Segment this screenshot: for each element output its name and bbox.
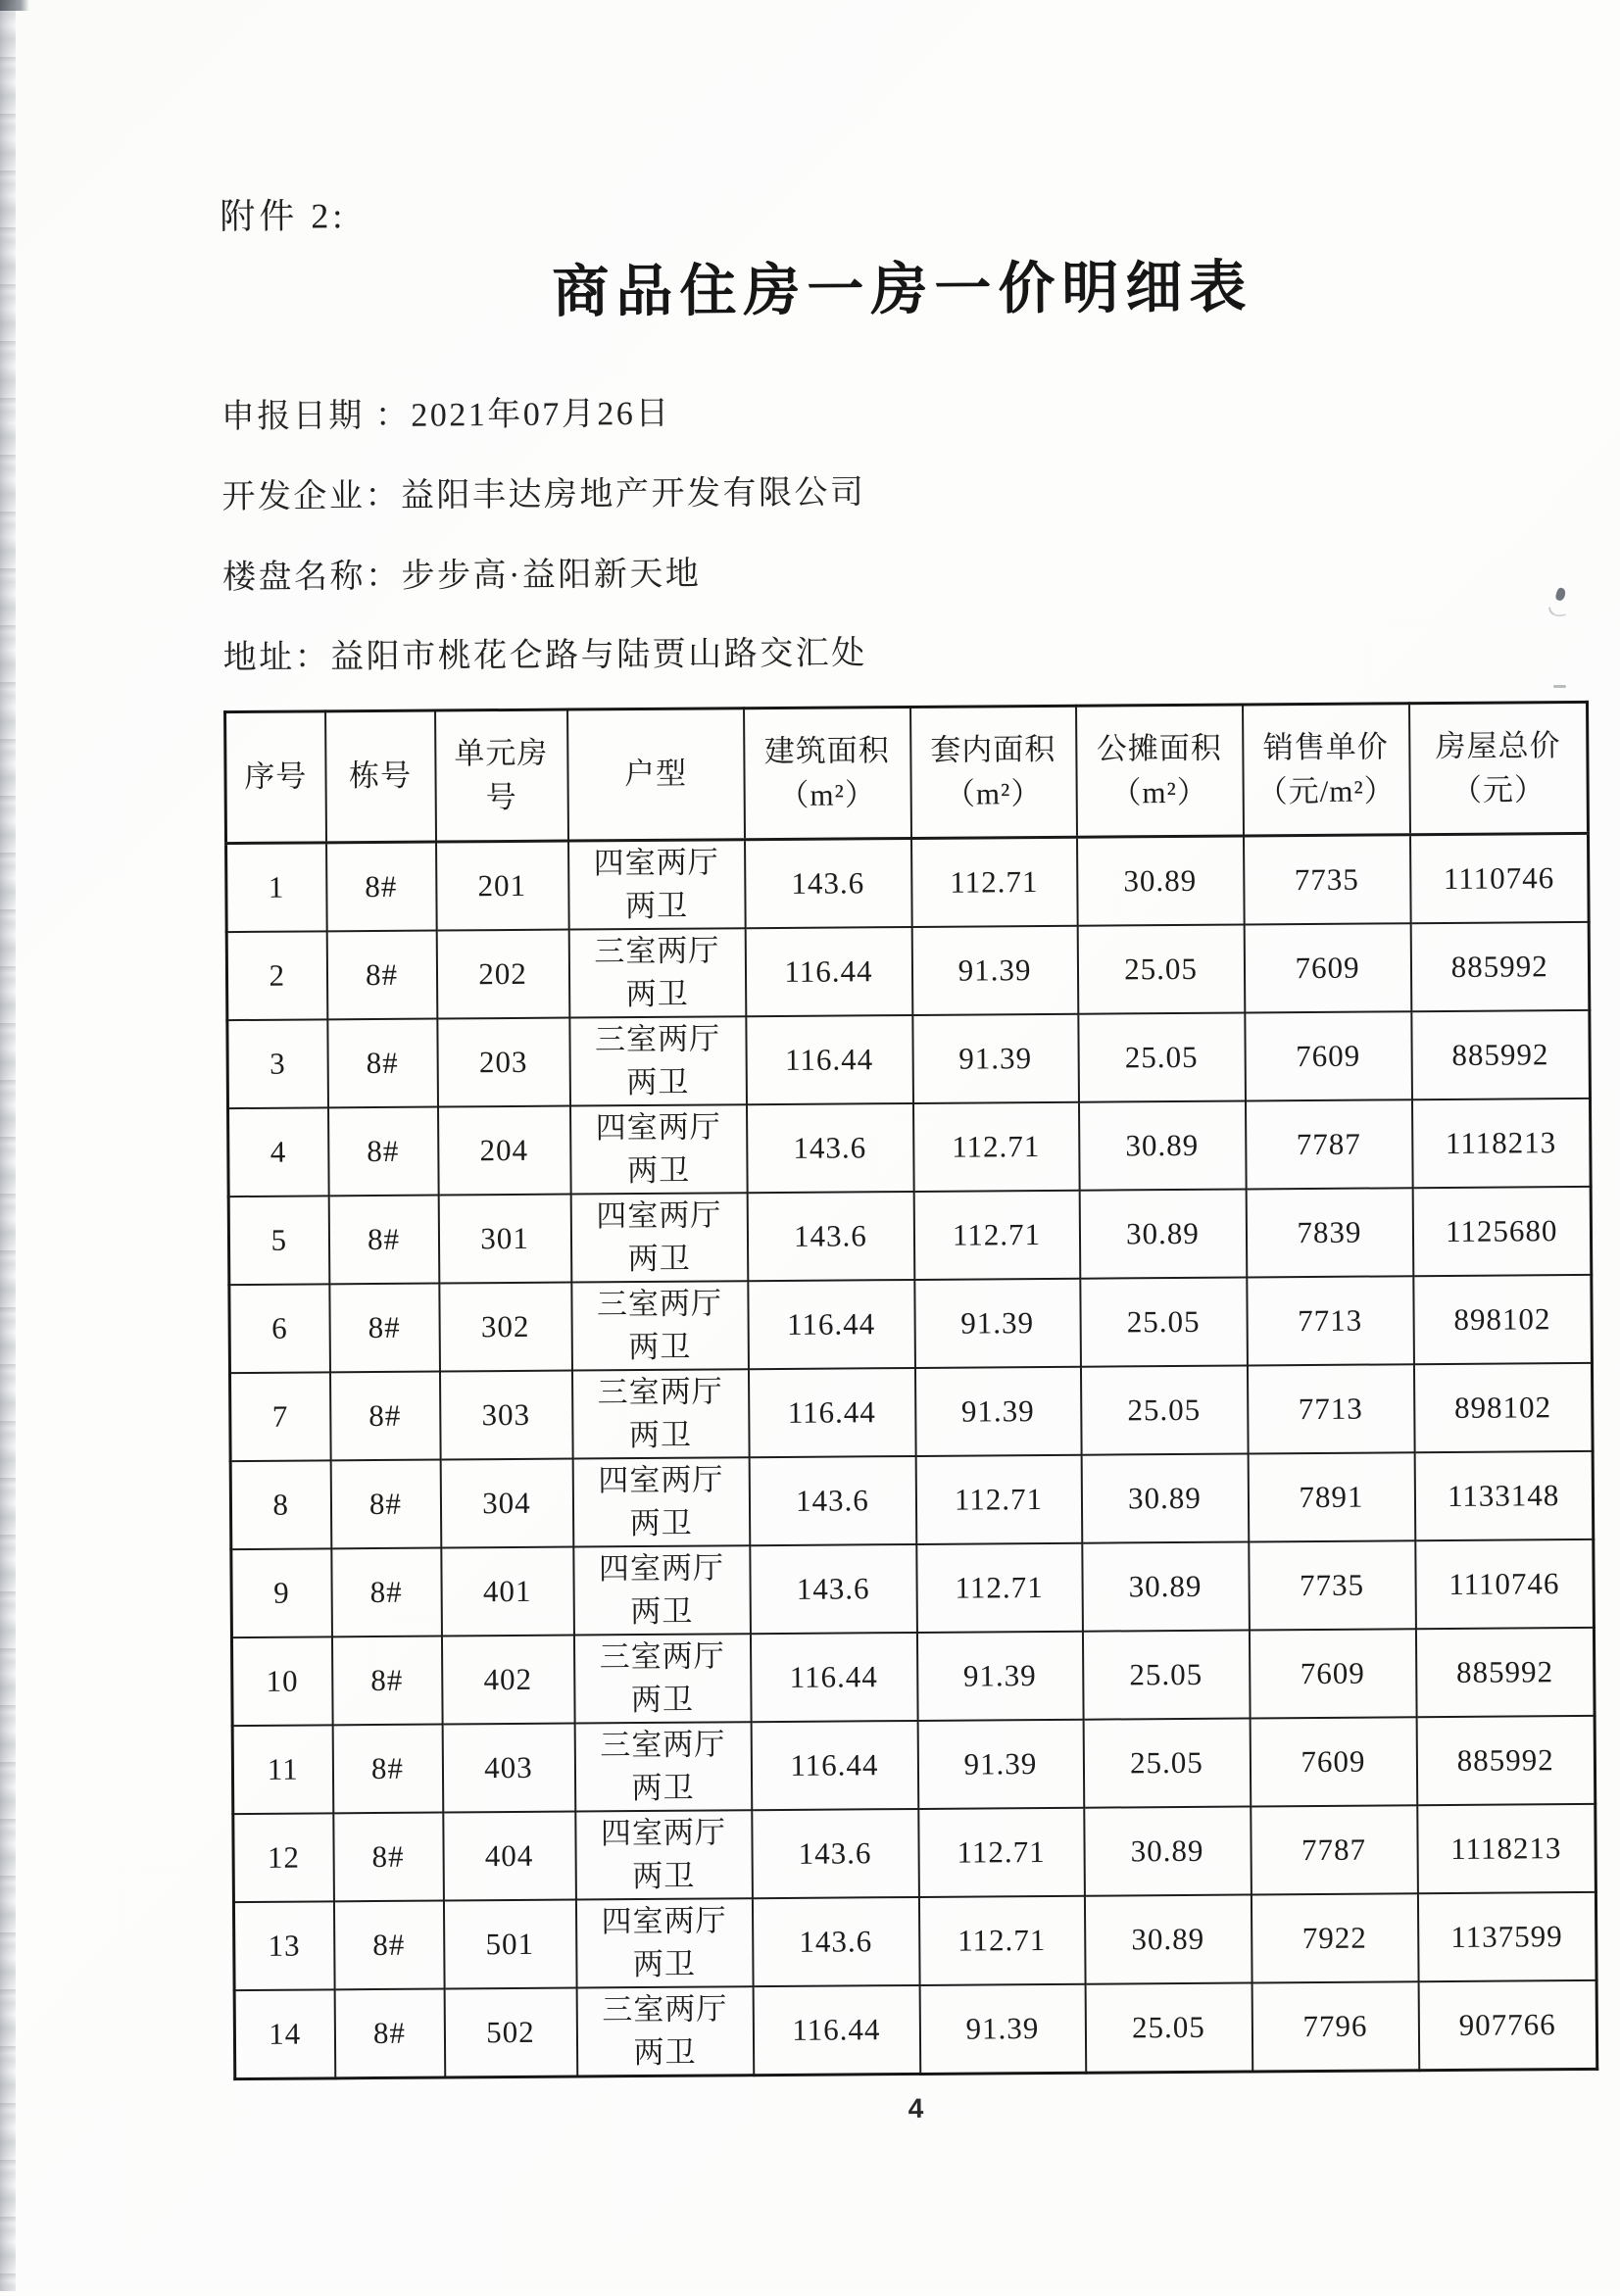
table-cell: 112.71 — [918, 1808, 1085, 1897]
document-content — [219, 0, 1599, 2296]
table-cell: 898102 — [1413, 1363, 1593, 1452]
table-cell: 1133148 — [1414, 1451, 1594, 1540]
table-cell: 四室两厅 两卫 — [570, 1193, 748, 1282]
table-cell: 三室两厅 两卫 — [574, 1723, 752, 1812]
table-row — [234, 1980, 1597, 2079]
table-cell: 3 — [227, 1019, 328, 1108]
table-cell: 885992 — [1411, 1010, 1591, 1099]
table-cell: 25.05 — [1082, 1631, 1250, 1720]
table-cell: 25.05 — [1080, 1278, 1248, 1367]
header-cell-shared-area: 公摊面积 （m²） — [1076, 705, 1244, 837]
table-cell: 8# — [331, 1637, 442, 1726]
price-table — [223, 701, 1598, 2081]
table-cell: 25.05 — [1080, 1366, 1248, 1455]
table-cell: 8# — [326, 842, 437, 931]
table-cell: 112.71 — [916, 1543, 1083, 1633]
table-cell: 302 — [439, 1283, 572, 1372]
table-header-row — [225, 702, 1589, 843]
table-cell: 403 — [442, 1724, 575, 1813]
table-cell: 501 — [443, 1900, 576, 1989]
table-cell: 8# — [326, 931, 437, 1020]
table-cell: 30.89 — [1084, 1895, 1252, 1984]
table-cell: 7891 — [1248, 1452, 1415, 1541]
table-cell: 三室两厅 两卫 — [576, 1987, 754, 2077]
table-cell: 885992 — [1415, 1628, 1595, 1717]
header-cell-inner-area: 套内面积 （m²） — [910, 706, 1077, 838]
table-cell: 1110746 — [1415, 1539, 1595, 1629]
table-cell: 116.44 — [750, 1633, 917, 1722]
table-cell: 202 — [436, 930, 569, 1019]
info-line-developer: 开发企业：益阳丰达房地产开发有限公司 — [221, 474, 866, 516]
header-cell-building: 栋号 — [325, 710, 436, 843]
table-cell: 143.6 — [745, 838, 912, 928]
table-cell: 三室两厅 两卫 — [573, 1634, 751, 1723]
scan-corner-mark-artifact — [0, 0, 29, 11]
table-cell: 三室两厅 两卫 — [571, 1369, 749, 1458]
table-cell: 2 — [226, 931, 327, 1020]
table-cell: 7609 — [1244, 923, 1411, 1012]
table-cell: 30.89 — [1079, 1190, 1247, 1279]
table-cell: 8 — [230, 1461, 331, 1550]
table-cell: 116.44 — [748, 1368, 915, 1457]
table-cell: 116.44 — [748, 1280, 915, 1369]
table-cell: 143.6 — [752, 1897, 919, 1986]
table-cell: 9 — [231, 1549, 332, 1638]
table-cell: 30.89 — [1082, 1542, 1250, 1632]
table-cell: 四室两厅 两卫 — [575, 1899, 753, 1988]
table-cell: 7839 — [1246, 1188, 1413, 1277]
table-cell: 143.6 — [746, 1103, 913, 1193]
table-cell: 四室两厅 两卫 — [573, 1545, 751, 1635]
table-cell: 7787 — [1245, 1099, 1412, 1189]
table-cell: 四室两厅 两卫 — [568, 840, 746, 930]
table-row — [228, 1187, 1592, 1285]
table-cell: 203 — [437, 1018, 570, 1107]
table-cell: 7922 — [1251, 1894, 1418, 1983]
table-row — [233, 1804, 1596, 1902]
table-cell: 143.6 — [749, 1456, 916, 1545]
table-cell: 30.89 — [1078, 1101, 1246, 1191]
table-row — [233, 1892, 1596, 1990]
table-cell: 8# — [333, 1901, 444, 1990]
table-cell: 885992 — [1410, 922, 1590, 1011]
table-cell: 91.39 — [916, 1632, 1083, 1721]
table-cell: 25.05 — [1085, 1983, 1252, 2074]
table-cell: 25.05 — [1083, 1719, 1251, 1808]
table-body — [226, 833, 1597, 2079]
info-line-address: 地址：益阳市桃花仑路与陆贾山路交汇处 — [222, 635, 867, 677]
table-cell: 25.05 — [1078, 1013, 1246, 1102]
header-cell-seq: 序号 — [225, 711, 326, 844]
header-cell-unit-price: 销售单价 （元/m²） — [1243, 704, 1410, 836]
table-cell: 112.71 — [912, 1102, 1079, 1192]
table-cell: 116.44 — [745, 927, 912, 1016]
table-cell: 1110746 — [1409, 833, 1589, 923]
table-cell: 10 — [231, 1637, 332, 1727]
table-cell: 7735 — [1243, 835, 1410, 925]
table-cell: 7713 — [1247, 1364, 1414, 1453]
table-cell: 8# — [329, 1284, 440, 1373]
table-cell: 143.6 — [747, 1192, 914, 1281]
table-cell: 6 — [229, 1285, 330, 1374]
table-cell: 7609 — [1249, 1630, 1416, 1719]
table-row — [227, 1010, 1591, 1108]
table-row — [229, 1275, 1593, 1373]
table-cell: 885992 — [1416, 1716, 1595, 1805]
table-cell: 1137599 — [1417, 1892, 1596, 1981]
table-cell: 112.71 — [915, 1455, 1082, 1544]
table-cell: 8# — [329, 1372, 440, 1461]
table-cell: 7609 — [1250, 1718, 1417, 1807]
table-row — [226, 833, 1590, 932]
table-cell: 502 — [444, 1988, 577, 2078]
table-cell: 7713 — [1247, 1276, 1414, 1365]
table-cell: 1118213 — [1411, 1099, 1591, 1188]
header-cell-unit-no: 单元房 号 — [435, 709, 568, 842]
table-cell: 14 — [234, 1990, 335, 2079]
table-cell: 四室两厅 两卫 — [570, 1104, 748, 1194]
table-cell: 898102 — [1413, 1275, 1593, 1364]
table-cell: 8# — [330, 1460, 441, 1549]
table-cell: 91.39 — [912, 1014, 1079, 1103]
table-cell: 30.89 — [1077, 836, 1245, 926]
table-row — [228, 1099, 1592, 1197]
table-cell: 1125680 — [1412, 1187, 1592, 1276]
table-cell: 91.39 — [914, 1367, 1081, 1456]
table-cell: 30.89 — [1081, 1454, 1249, 1543]
table-cell: 112.71 — [918, 1896, 1085, 1985]
header-cell-total-price: 房屋总价 （元） — [1409, 702, 1589, 834]
header-cell-layout: 户型 — [567, 708, 745, 841]
table-cell: 7 — [229, 1373, 330, 1462]
table-cell: 91.39 — [917, 1720, 1084, 1809]
table-cell: 7787 — [1251, 1806, 1418, 1895]
table-cell: 11 — [232, 1726, 333, 1815]
info-line-report-date: 申报日期 ：2021年07月26日 — [221, 395, 671, 436]
scan-edge-artifact — [0, 0, 16, 2291]
table-cell: 7796 — [1252, 1982, 1419, 2073]
table-cell: 907766 — [1418, 1980, 1597, 2071]
table-row — [232, 1716, 1595, 1814]
table-cell: 303 — [439, 1371, 572, 1460]
table-cell: 三室两厅 两卫 — [568, 928, 746, 1017]
table-cell: 13 — [233, 1902, 334, 1991]
table-cell: 8# — [331, 1548, 442, 1637]
page-number: 4 — [908, 2092, 924, 2125]
table-cell: 三室两厅 两卫 — [569, 1016, 747, 1105]
table-cell: 4 — [228, 1107, 329, 1197]
table-cell: 116.44 — [751, 1721, 918, 1810]
table-cell: 8# — [328, 1196, 439, 1285]
table-cell: 91.39 — [919, 1984, 1086, 2075]
table-cell: 91.39 — [914, 1279, 1081, 1368]
table-cell: 116.44 — [746, 1015, 913, 1104]
table-cell: 116.44 — [753, 1985, 920, 2076]
table-cell: 8# — [327, 1019, 438, 1108]
table-cell: 1118213 — [1417, 1804, 1596, 1893]
table-row — [230, 1451, 1594, 1549]
table-cell: 8# — [334, 1989, 445, 2078]
table-cell: 四室两厅 两卫 — [572, 1457, 750, 1546]
table-row — [231, 1539, 1595, 1637]
table-cell: 30.89 — [1084, 1807, 1252, 1896]
table-cell: 143.6 — [752, 1809, 919, 1898]
table-cell: 1 — [226, 843, 327, 932]
table-cell: 401 — [441, 1547, 574, 1637]
table-cell: 8# — [328, 1107, 439, 1197]
table-cell: 201 — [436, 841, 569, 931]
table-cell: 5 — [228, 1196, 329, 1285]
table-cell: 25.05 — [1077, 925, 1245, 1014]
info-line-project-name: 楼盘名称：步步高·益阳新天地 — [221, 556, 702, 597]
table-cell: 8# — [332, 1725, 443, 1814]
table-cell: 12 — [233, 1814, 334, 1903]
table-cell: 143.6 — [750, 1544, 917, 1634]
table-row — [231, 1628, 1595, 1726]
table-cell: 四室两厅 两卫 — [575, 1811, 753, 1900]
table-cell: 8# — [333, 1813, 444, 1902]
table-row — [229, 1363, 1593, 1461]
table-cell: 112.71 — [911, 837, 1078, 927]
attachment-label: 附件 2: — [220, 196, 347, 237]
table-cell: 三室两厅 两卫 — [571, 1281, 749, 1370]
table-cell: 112.71 — [913, 1191, 1080, 1280]
table-cell: 301 — [438, 1195, 571, 1284]
document-title: 商品住房一房一价明细表 — [552, 255, 1253, 324]
table-cell: 304 — [440, 1459, 573, 1548]
table-cell: 91.39 — [911, 926, 1078, 1015]
header-cell-gross-area: 建筑面积 （m²） — [744, 707, 911, 839]
table-cell: 7609 — [1245, 1011, 1412, 1100]
table-row — [226, 922, 1590, 1020]
table-cell: 404 — [443, 1812, 576, 1901]
table-cell: 204 — [438, 1106, 571, 1196]
table-cell: 402 — [441, 1636, 574, 1725]
table-cell: 7735 — [1249, 1540, 1416, 1630]
